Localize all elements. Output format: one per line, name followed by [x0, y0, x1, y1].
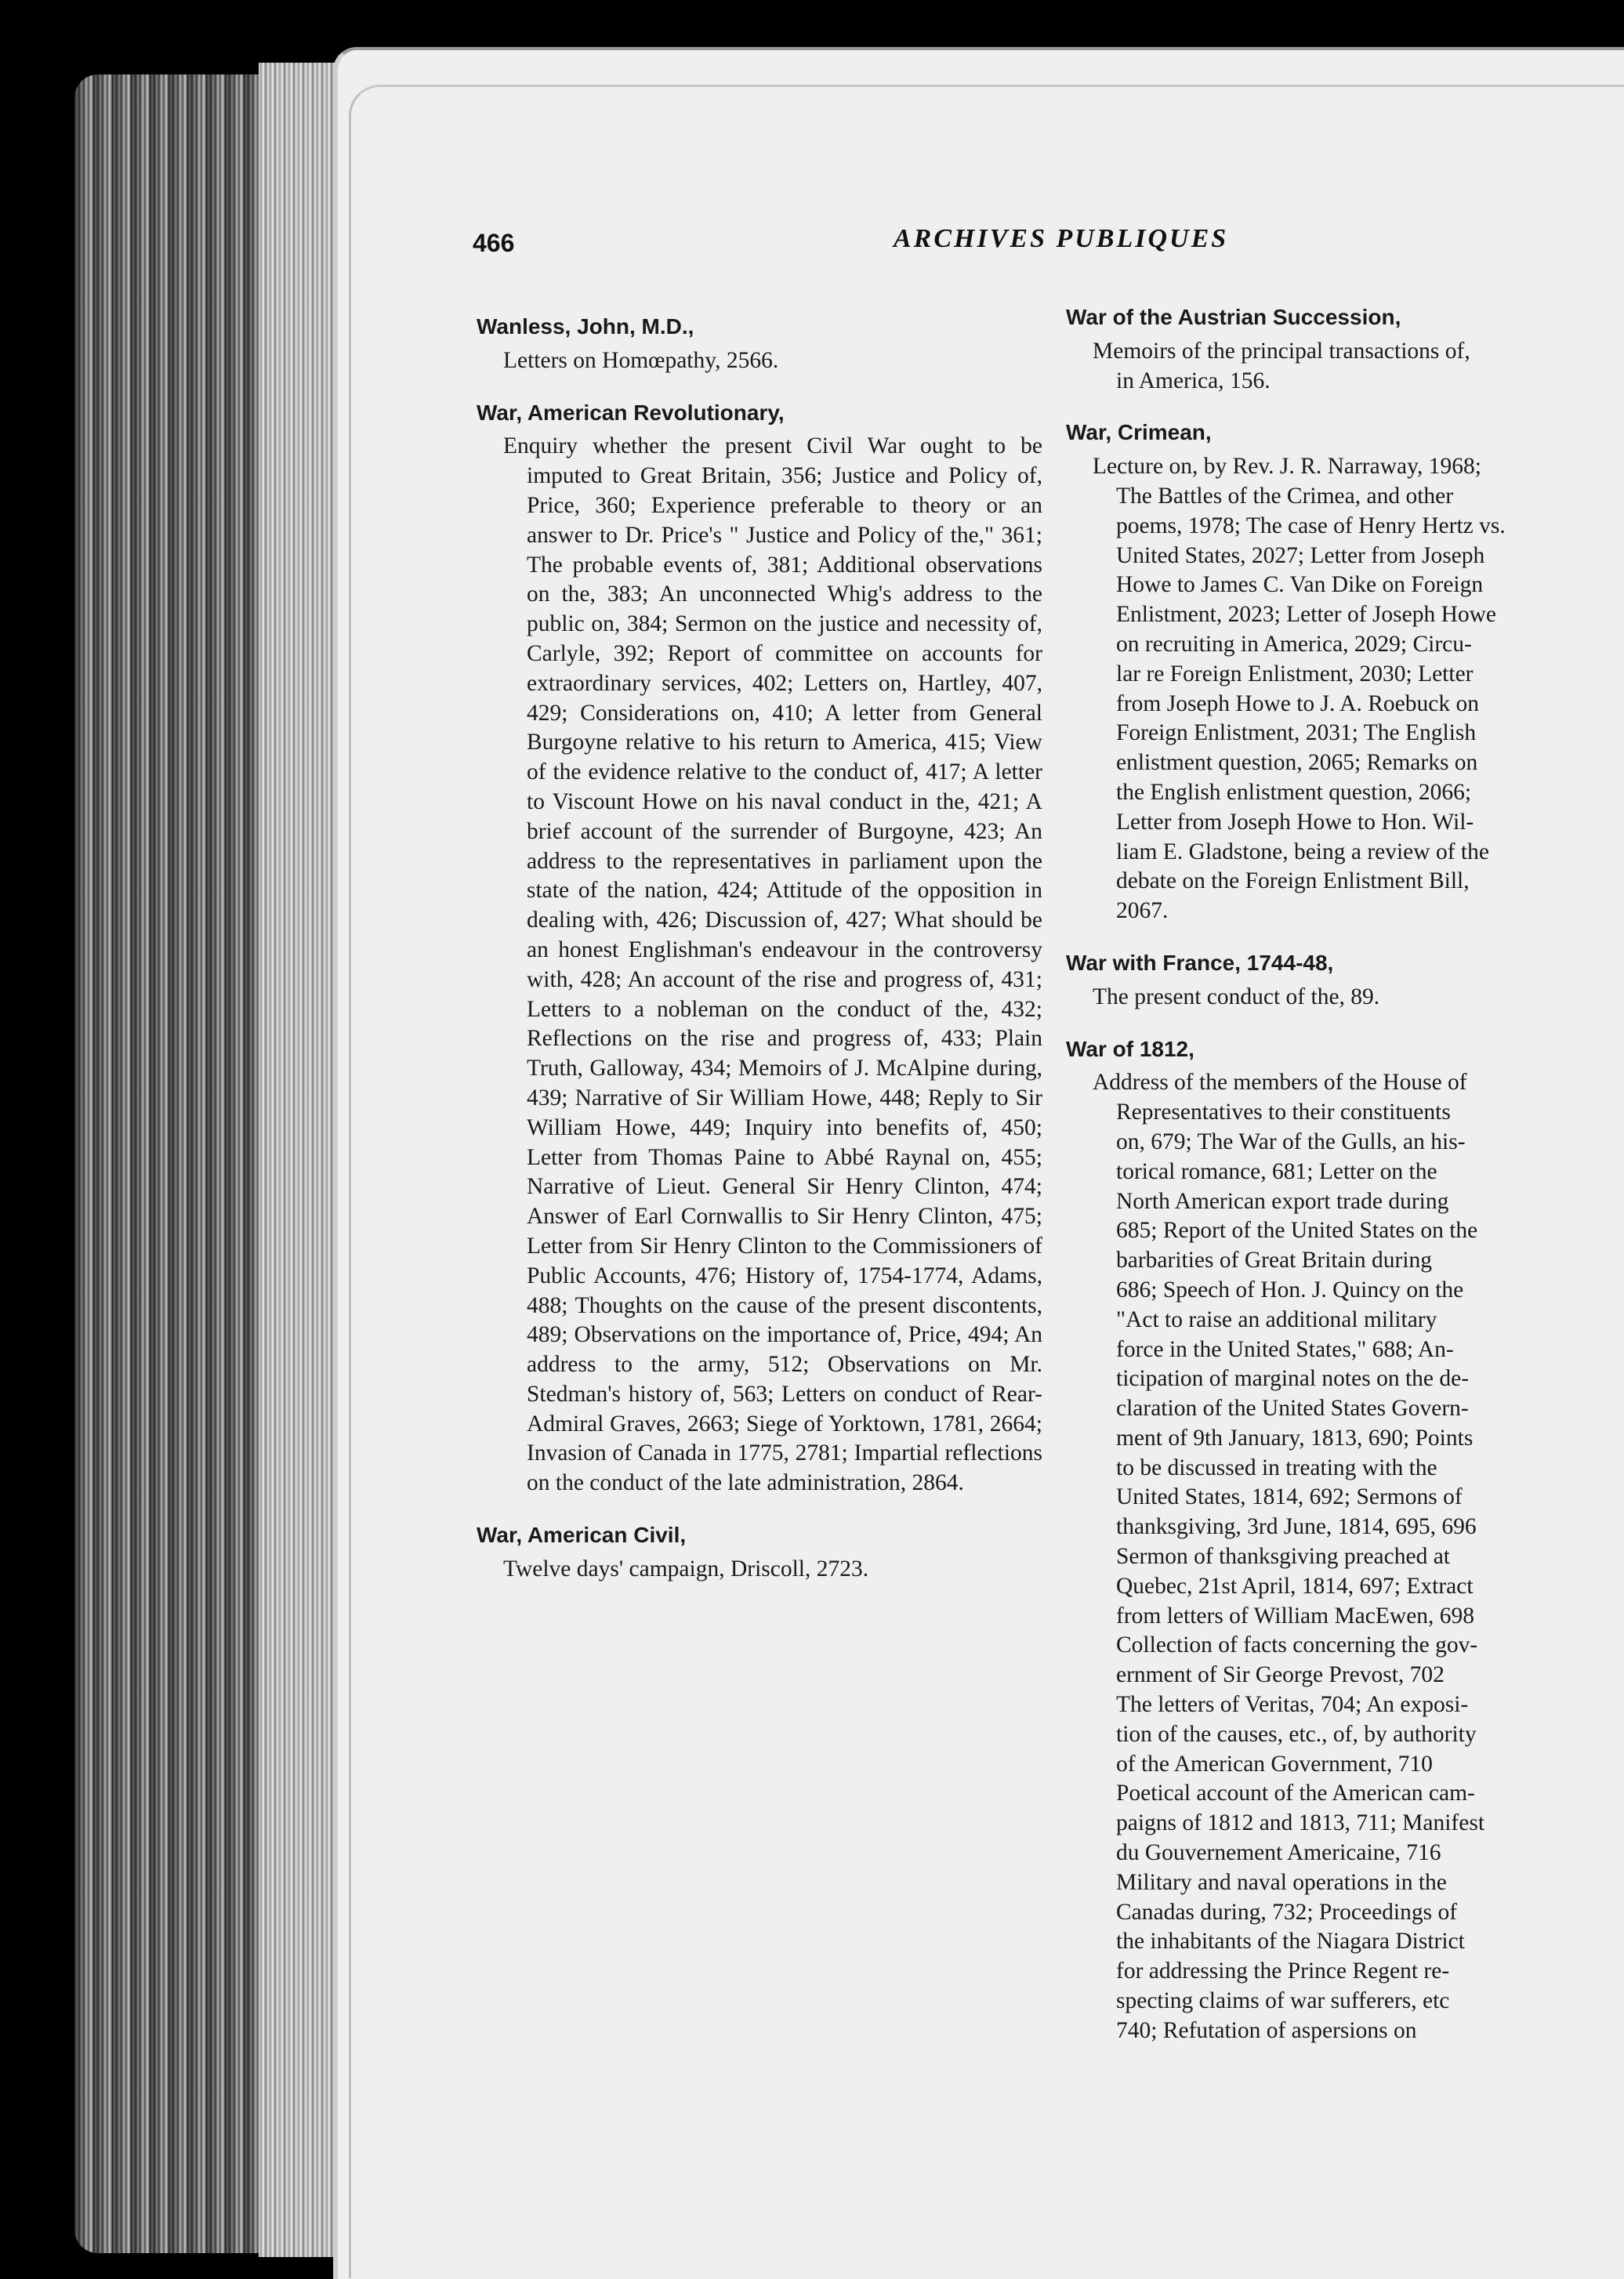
entry-line: debate on the Foreign Enlistment Bill, [1116, 868, 1470, 894]
entry-line: 686; Speech of Hon. J. Quincy on the [1116, 1277, 1464, 1303]
index-heading: War of the Austrian Succession, [1066, 305, 1401, 329]
entry-line: to be discussed in treating with the [1116, 1455, 1437, 1480]
index-entry-text: Twelve days' campaign, Driscoll, 2723. [503, 1556, 869, 1582]
index-heading: War with France, 1744-48, [1066, 950, 1334, 975]
entry-line: The present conduct of the, 89. [1093, 984, 1380, 1009]
entry-line: paigns of 1812 and 1813, 711; Manifest [1116, 1810, 1485, 1836]
entry-line: "Act to raise an additional military [1116, 1306, 1437, 1332]
entry-line: torical romance, 681; Letter on the [1116, 1158, 1437, 1184]
entry-line: Sermon of thanksgiving preached at [1116, 1544, 1450, 1570]
index-heading: Wanless, John, M.D., [477, 314, 694, 339]
entry-line: Poetical account of the American cam- [1116, 1781, 1475, 1806]
entry-line: The Battles of the Crimea, and other [1116, 483, 1454, 509]
entry-line: ernment of Sir George Prevost, 702 [1116, 1662, 1445, 1688]
entry-line: Address of the members of the House of [1093, 1070, 1467, 1096]
entry-line: thanksgiving, 3rd June, 1814, 695, 696 [1116, 1514, 1477, 1540]
index-entry-text: Enquiry whether the present Civil War ought to be imputed to Great Britain, 356; Justice and Policy of, Price, 360; Experience preferable to theory or an answer to Dr. Price's " Justice and Policy of the," 361; The probable events of, 381; Additional observations on the, 383; An unconnected Whig's address to the public on, 384; Sermon on the justice and necessity of, Carlyle, 392; Report of committee on accounts for extraordinary services, 402; Letters on, Hartley, 407, 429; Considerations on, 410; A letter from General Burgoyne relative to his return to America, 415; View of the evidence relative to the conduct of, 417; A letter to Viscount Howe on his naval conduct in the, 421; A brief account of the surrender of Burgoyne, 423; An address to the representatives in parliament upon the state of the nation, 424; Attitude of the opposition in dealing with, 426; Discussion of, 427; What should be an honest Englishman's endeavour in the controversy with, 428; An account of the rise and progress of, 431; Letters to a nobleman on the conduct of the, 432; Reflections on the rise and progress of, 433; Plain Truth, Galloway, 434; Memoirs of J. McAlpine during, 439; Narrative of Sir William Howe, 448; Reply to Sir William Howe, 449; Inquiry into benefits of, 450; Letter from Thomas Paine to Abbé Raynal on, 455; Narrative of Lieut. General Sir Henry Clinton, 474; Answer of Earl Cornwallis to Sir Henry Clinton, 475; Letter from Sir Henry Clinton to the Commissioners of Public Accounts, 476; History of, 1754-1774, Adams, 488; Thoughts on the cause of the present discontents, 489; Observations on the importance of, Price, 494; An address to the army, 512; Observations on Mr. Stedman's history of, 563; Letters on conduct of Rear-Admiral Graves, 2663; Siege of Yorktown, 1781, 2664; Invasion of Canada in 1775, 2781; Impartial reflections on the conduct of the late administration, 2864. [503, 433, 1042, 1496]
index-heading: War, American Civil, [477, 1523, 687, 1548]
index-entry-text [1093, 337, 1624, 397]
entry-line: the inhabitants of the Niagara District [1116, 1929, 1465, 1955]
entry-line: Lecture on, by Rev. J. R. Narraway, 1968; [1093, 454, 1481, 480]
entry-line: Foreign Enlistment, 2031; The English [1116, 720, 1477, 746]
entry-line: on, 679; The War of the Gulls, an his- [1116, 1129, 1466, 1154]
entry-line: lar re Foreign Enlistment, 2030; Letter [1116, 661, 1474, 687]
entry-line: force in the United States," 688; An- [1116, 1336, 1454, 1362]
entry-line: barbarities of Great Britain during [1116, 1248, 1433, 1274]
running-head: ARCHIVES PUBLIQUES [894, 224, 1229, 253]
entry-line: from Joseph Howe to J. A. Roebuck on [1116, 690, 1479, 716]
entry-line: Letter from Joseph Howe to Hon. Wil- [1116, 809, 1474, 835]
entry-line: from letters of William MacEwen, 698 [1116, 1603, 1475, 1629]
entry-line: in America, 156. [1116, 368, 1271, 393]
entry-line: Enlistment, 2023; Letter of Joseph Howe [1116, 602, 1497, 628]
index-heading: War of 1812, [1066, 1036, 1194, 1061]
entry-line: Quebec, 21st April, 1814, 697; Extract [1116, 1573, 1474, 1599]
entry-line: Memoirs of the principal transactions of, [1093, 338, 1470, 364]
entry-line: Military and naval operations in the [1116, 1869, 1447, 1895]
entry-line: enlistment question, 2065; Remarks on [1116, 750, 1478, 776]
index-entry-text [1093, 983, 1624, 1013]
entry-line: 685; Report of the United States on the [1116, 1218, 1478, 1244]
entry-line: 740; Refutation of aspersions on [1116, 2017, 1417, 2043]
entry-line: liam E. Gladstone, being a review of the [1116, 839, 1489, 864]
entry-line: Collection of facts concerning the gov- [1116, 1632, 1478, 1658]
entry-line: North American export trade during [1116, 1188, 1449, 1214]
index-heading: War, American Revolutionary, [477, 400, 785, 425]
left-column [477, 312, 1042, 1607]
entry-line: ment of 9th January, 1813, 690; Points [1116, 1425, 1474, 1451]
entry-line: of the American Government, 710 [1116, 1751, 1433, 1777]
entry-line: on recruiting in America, 2029; Circu- [1116, 631, 1472, 657]
entry-line: claration of the United States Govern- [1116, 1396, 1469, 1422]
index-entry-text [1093, 452, 1624, 926]
entry-line: du Gouvernement Americaine, 716 [1116, 1840, 1441, 1866]
index-entry-text: Letters on Homœpathy, 2566. [503, 347, 779, 373]
entry-line: the English enlistment question, 2066; [1116, 779, 1472, 805]
entry-line: United States, 1814, 692; Sermons of [1116, 1484, 1463, 1510]
entry-line: ticipation of marginal notes on the de- [1116, 1366, 1470, 1392]
right-column [1066, 303, 1624, 2068]
entry-line: United States, 2027; Letter from Joseph [1116, 542, 1485, 568]
entry-line: specting claims of war sufferers, etc [1116, 1988, 1450, 2014]
entry-line: Canadas during, 732; Proceedings of [1116, 1899, 1458, 1925]
entry-line: Representatives to their constituents [1116, 1100, 1451, 1125]
entry-line: for addressing the Prince Regent re- [1116, 1958, 1450, 1984]
index-entry-text [1093, 1068, 1624, 2045]
entry-line: Howe to James C. Van Dike on Foreign [1116, 572, 1484, 598]
entry-line: tion of the causes, etc., of, by authority [1116, 1721, 1477, 1747]
index-heading: War, Crimean, [1066, 420, 1212, 445]
page-number: 466 [473, 229, 515, 257]
entry-line: The letters of Veritas, 704; An exposi- [1116, 1692, 1469, 1718]
entry-line: 2067. [1116, 898, 1169, 924]
entry-line: poems, 1978; The case of Henry Hertz vs. [1116, 513, 1506, 538]
